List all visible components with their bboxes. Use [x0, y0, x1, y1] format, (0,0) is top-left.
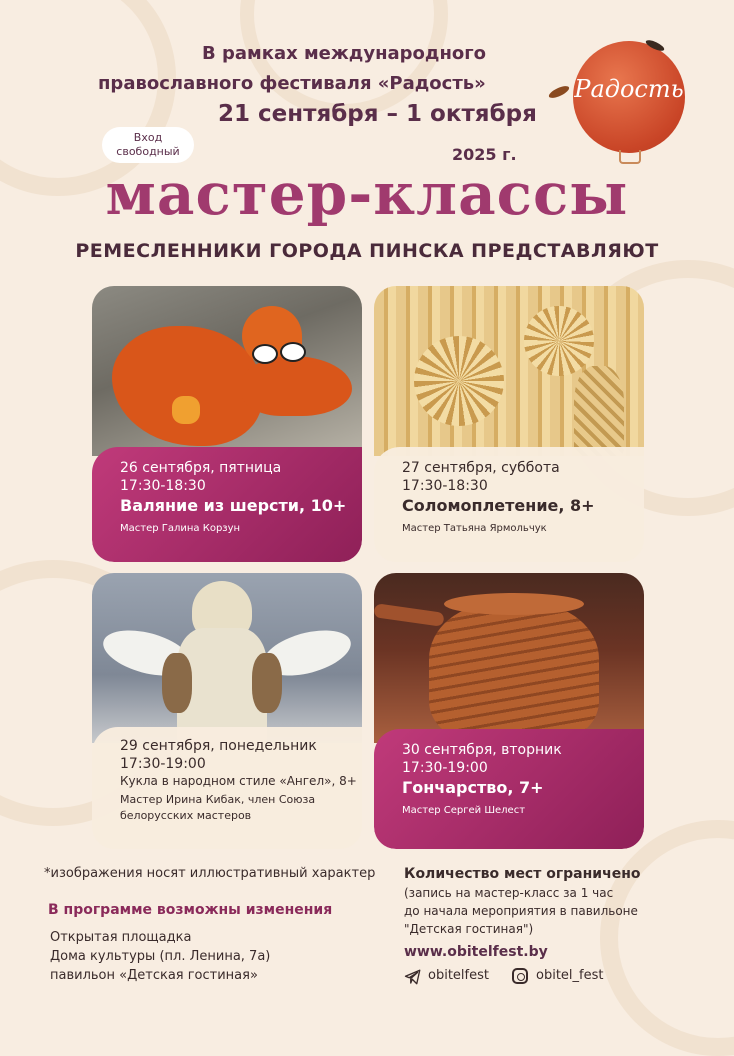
registration-line-2: до начала мероприятия в павильоне [404, 904, 638, 918]
telegram-icon[interactable] [404, 968, 422, 986]
telegram-handle[interactable]: obitelfest [428, 968, 489, 983]
angel-doll-photo [92, 573, 362, 743]
class-card-straw-weaving [374, 286, 644, 562]
venue-line-1: Открытая площадка [50, 930, 192, 945]
class-info [92, 727, 362, 849]
class-craft: Валяние из шерсти, 10+ [120, 496, 347, 515]
class-master-line-1: Мастер Ирина Кибак, член Союза [120, 793, 316, 806]
class-time: 17:30-18:30 [402, 478, 488, 494]
intro-line-1: В рамках международного [202, 43, 487, 64]
class-time: 17:30-19:00 [402, 760, 488, 776]
logo-text: Радость [574, 75, 684, 103]
background-ornament [600, 820, 734, 1056]
straw-weaving-photo [374, 286, 644, 456]
limited-seats-note: Количество мест ограничено [404, 866, 641, 882]
class-master-line-2: белорусских мастеров [120, 809, 252, 822]
class-card-angel-doll [92, 573, 362, 849]
class-date: 27 сентября, суббота [402, 460, 560, 476]
registration-line-1: (запись на мастер-класс за 1 час [404, 886, 614, 900]
class-date: 26 сентября, пятница [120, 460, 282, 476]
class-craft: Соломоплетение, 8+ [402, 496, 595, 515]
free-entry-badge: Вход свободный [102, 127, 194, 163]
program-changes-note: В программе возможны изменения [48, 902, 333, 918]
class-info [374, 729, 644, 849]
instagram-lens [517, 973, 525, 981]
class-time: 17:30-18:30 [120, 478, 206, 494]
class-card-felting [92, 286, 362, 562]
festival-dates: 21 сентября – 1 октября [218, 101, 537, 127]
intro-line-2: православного фестиваля «Радость» [98, 73, 486, 94]
bird-icon [547, 84, 570, 101]
class-master: Мастер Сергей Шелест [402, 805, 526, 816]
class-craft: Кукла в народном стиле «Ангел», 8+ [120, 774, 357, 788]
pottery-photo [374, 573, 644, 743]
main-title: мастер-классы [105, 160, 629, 228]
subtitle: РЕМЕСЛЕННИКИ ГОРОДА ПИНСКА ПРЕДСТАВЛЯЮТ [75, 240, 659, 262]
registration-line-3: "Детская гостиная") [404, 922, 534, 936]
website-link[interactable]: www.obitelfest.by [404, 944, 548, 960]
class-date: 29 сентября, понедельник [120, 738, 317, 754]
class-master: Мастер Галина Корзун [120, 523, 241, 534]
class-time: 17:30-19:00 [120, 756, 206, 772]
instagram-icon[interactable] [512, 968, 528, 984]
venue-line-3: павильон «Детская гостиная» [50, 968, 258, 983]
felted-fox-photo [92, 286, 362, 456]
class-master: Мастер Татьяна Ярмольчук [402, 523, 547, 534]
class-master [120, 792, 346, 824]
class-date: 30 сентября, вторник [402, 742, 562, 758]
image-disclaimer: *изображения носят иллюстративный характер [44, 866, 376, 881]
class-craft: Гончарство, 7+ [402, 778, 544, 797]
class-card-pottery [374, 573, 644, 849]
festival-logo [573, 41, 685, 153]
instagram-handle[interactable]: obitel_fest [536, 968, 604, 983]
class-info [92, 447, 362, 562]
festival-year: 2025 г. [452, 145, 517, 164]
class-info [374, 447, 644, 562]
venue-line-2: Дома культуры (пл. Ленина, 7а) [50, 949, 271, 964]
